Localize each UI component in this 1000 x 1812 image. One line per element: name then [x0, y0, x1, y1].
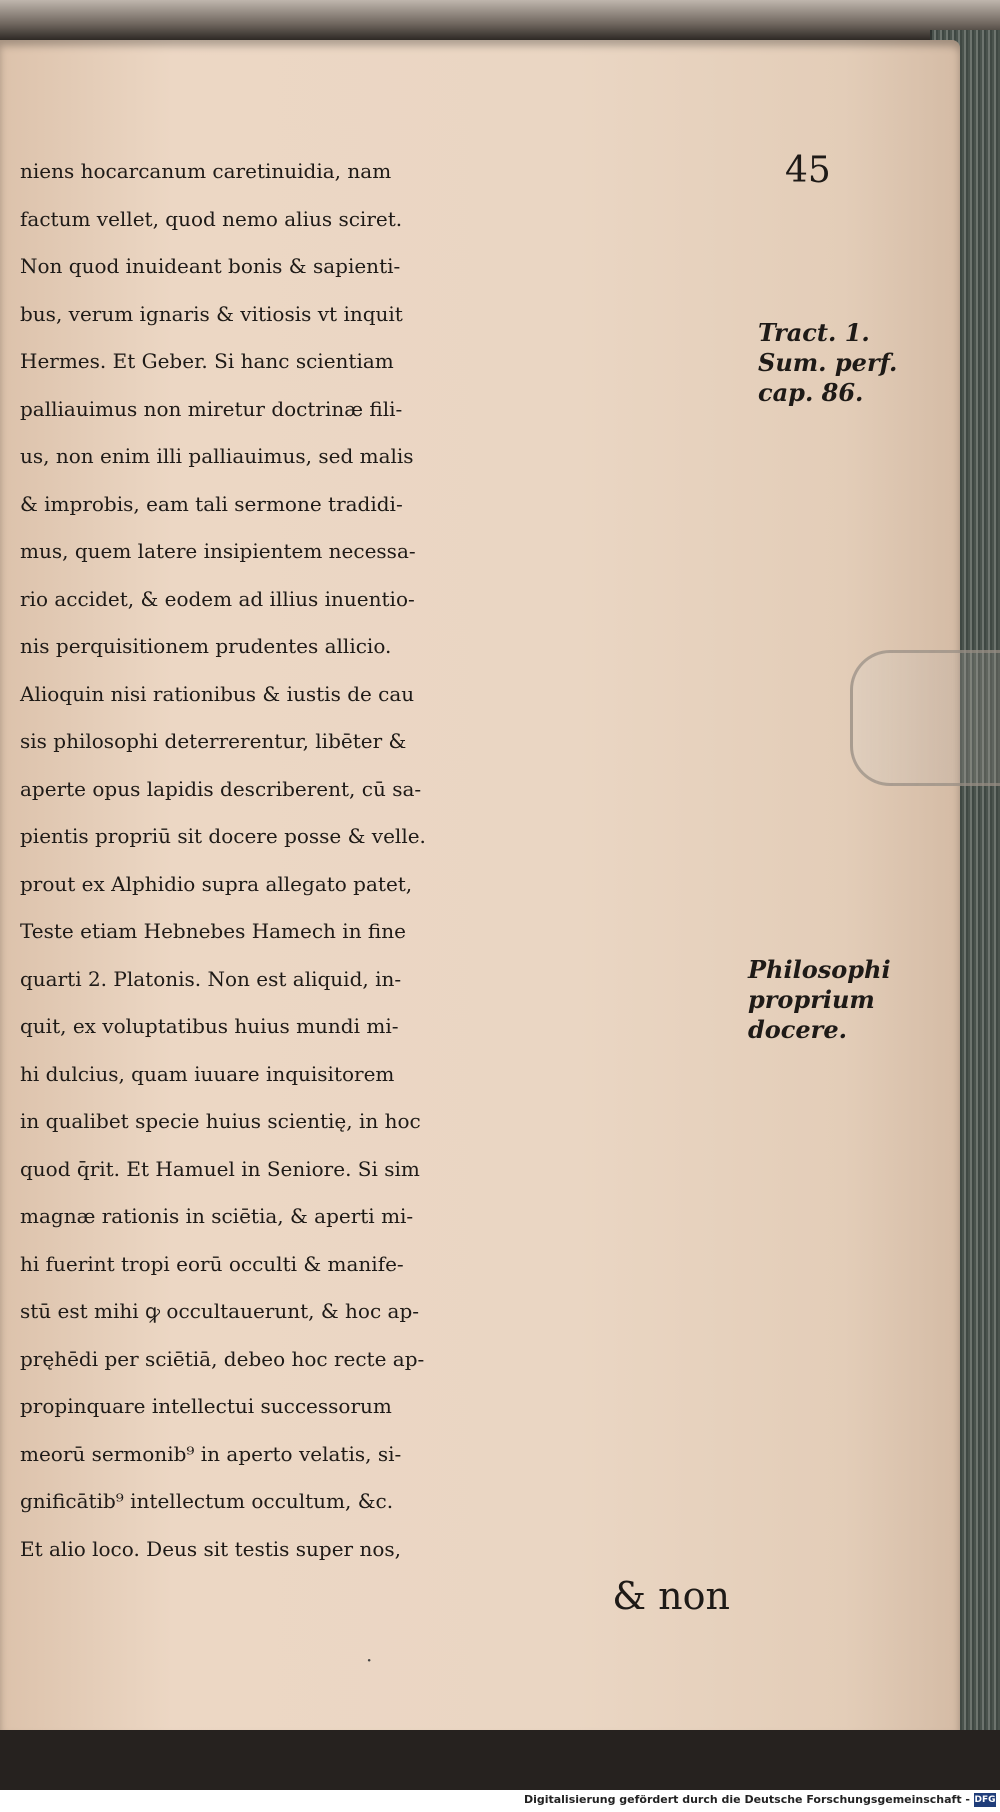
- text-line: Alioquin nisi rationibus & iustis de cau: [20, 681, 415, 706]
- text-line: niens hocarcanum caretinuidia, nam: [20, 159, 392, 183]
- footer-credit: Digitalisierung gefördert durch die Deutsche Forschungsgemeinschaft -: [523, 1793, 970, 1806]
- text-line: palliauimus non miretur doctrinæ fili-: [20, 396, 403, 421]
- text-line: rio accidet, & eodem ad illius inuentio-: [20, 586, 415, 611]
- text-line: nis perquisitionem prudentes allicio.: [20, 634, 392, 658]
- text-line: pientis propriū sit docere posse & velle.: [20, 824, 426, 848]
- text-line: stū est mihi ꝙ occultauerunt, & hoc ap-: [20, 1299, 420, 1323]
- print-mark: ·: [366, 1648, 373, 1672]
- text-line: Teste etiam Hebnebes Hamech in fine: [20, 919, 406, 943]
- text-line: propinquare intellectui successorum: [20, 1394, 392, 1418]
- margin-note-philosophi: [748, 955, 891, 1045]
- page-number: 45: [785, 150, 831, 191]
- margin-note-line: proprium: [748, 985, 875, 1014]
- text-line: quit, ex voluptatibus huius mundi mi-: [20, 1014, 399, 1038]
- margin-note-line: Philosophi: [748, 955, 891, 984]
- margin-note-line: Sum. perf.: [758, 348, 898, 377]
- text-line: pręhēdi per sciētiā, debeo hoc recte ap-: [20, 1346, 425, 1371]
- text-line: magnæ rationis in sciētia, & aperti mi-: [20, 1204, 414, 1228]
- text-line: bus, verum ignaris & vitiosis vt inquit: [20, 301, 403, 326]
- main-text: [20, 148, 760, 1621]
- digitization-footer: [0, 1790, 1000, 1812]
- text-line: us, non enim illi palliauimus, sed malis: [20, 444, 414, 468]
- text-line: & improbis, eam tali sermone tradidi-: [20, 491, 403, 516]
- catchword: & non: [612, 1574, 730, 1618]
- text-line: in qualibet specie huius scientię, in hoc: [20, 1109, 421, 1133]
- text-line: Hermes. Et Geber. Si hanc scientiam: [20, 349, 394, 373]
- text-line: meorū sermonib⁹ in aperto velatis, si-: [20, 1441, 402, 1466]
- margin-note-line: Tract. 1.: [758, 318, 870, 347]
- text-line: gnificātib⁹ intellectum occultum, &c.: [20, 1489, 394, 1513]
- text-line: hi dulcius, quam iuuare inquisitorem: [20, 1061, 395, 1086]
- margin-note-line: docere.: [748, 1015, 847, 1044]
- text-line: sis philosophi deterrerentur, libēter &: [20, 729, 407, 753]
- text-line: hi fuerint tropi eorū occulti & manife-: [20, 1251, 404, 1276]
- text-line: Et alio loco. Deus sit testis super nos,: [20, 1536, 402, 1561]
- margin-note-tract: [758, 318, 897, 408]
- book-top-shadow: [0, 0, 1000, 40]
- text-line: quarti 2. Platonis. Non est aliquid, in-: [20, 966, 402, 991]
- text-line: mus, quem latere insipientem necessa-: [20, 539, 416, 563]
- text-line: Non quod inuideant bonis & sapienti-: [20, 254, 401, 278]
- book-clip-tab: [850, 650, 1000, 786]
- margin-note-line: cap. 86.: [758, 378, 864, 407]
- text-line: quod q̄rit. Et Hamuel in Seniore. Si sim: [20, 1156, 420, 1181]
- text-line: aperte opus lapidis describerent, cū sa-: [20, 776, 422, 801]
- text-line: prout ex Alphidio supra allegato patet,: [20, 871, 413, 896]
- dfg-logo: DFG: [974, 1795, 996, 1805]
- text-line: factum vellet, quod nemo alius sciret.: [20, 206, 403, 231]
